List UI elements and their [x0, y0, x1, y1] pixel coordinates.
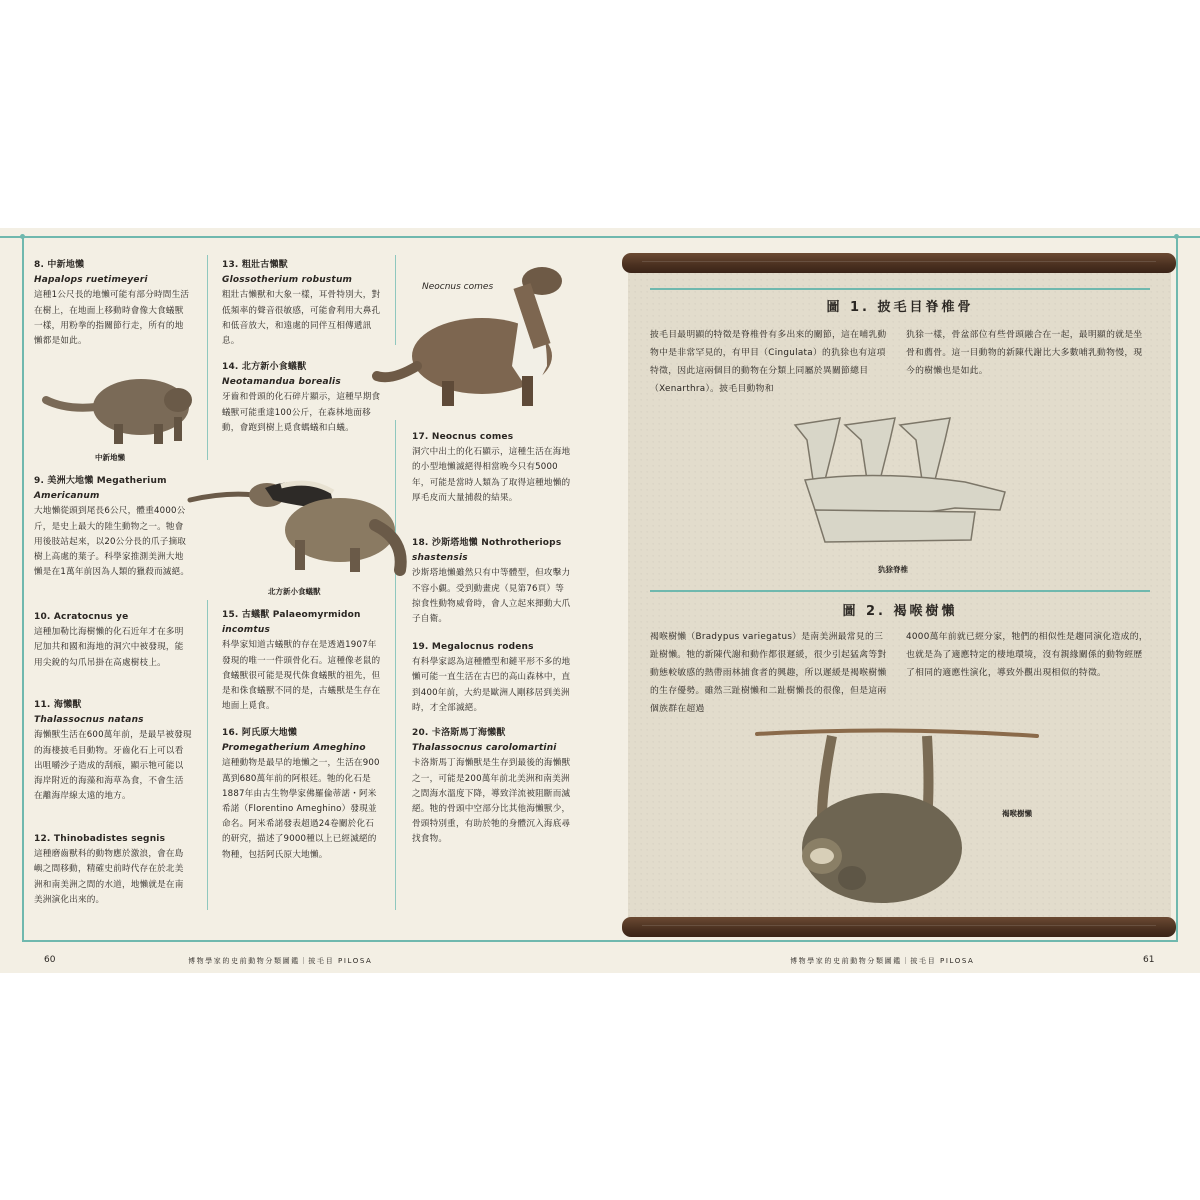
border-ornament: [1174, 234, 1179, 239]
figure-1-text-right: 犰狳一樣，骨盆部位有些骨頭融合在一起，最明顯的就是坐骨和薦骨。這一目動物的新陳代謝比大多數哺乳動物慢，現今的樹懶也是如此。: [906, 330, 1143, 376]
entry-heading: 14. 北方新小食蟻獸: [222, 362, 307, 372]
entry-13: [222, 258, 382, 349]
figure-2-text-left: 褐喉樹懶（Bradypus variegatus）是南美洲最常見的三趾樹懶。牠的新陳代謝和動作都很遲緩，很少引起猛禽等對動態較敏感的熱帶雨林捕食者的興趣，所以遲緩是褐喉樹懶的生存優勢。雖然三趾樹懶和二趾樹懶長的很像，但是這兩個族群在超過: [650, 632, 887, 714]
entry-17: [412, 430, 572, 506]
entry-heading: 19. Megalocnus rodens: [412, 642, 534, 652]
entry-12: [34, 832, 192, 908]
caption-brown-throated-sloth: 褐喉樹懶: [1002, 809, 1032, 818]
entry-body: 洞穴中出土的化石顯示，這種生活在海地的小型地懶滅絕得相當晚今只有5000年，可能是當時人類為了取得這種地懶的厚毛皮而大量捕殺的結果。: [412, 447, 571, 503]
entry-scientific-name: shastensis: [412, 553, 468, 564]
teal-border-bottom-right: [598, 940, 1178, 942]
figure-rule: [650, 590, 1150, 592]
entry-heading: 13. 粗壯古懶獸: [222, 260, 288, 270]
entry-11: [34, 698, 192, 804]
figure-1-title: 圖 1. 披毛目脊椎骨: [826, 300, 974, 315]
wooden-rod-bottom: [622, 917, 1176, 937]
entry-heading: 9. 美洲大地懶 Megatherium: [34, 476, 167, 486]
caption-hapalops: 中新地懶: [95, 453, 125, 462]
figure-1-text-left: 披毛目最明顯的特徵是脊椎骨有多出來的關節，這在哺乳動物中是非常罕見的，有甲目（Cingulata）的犰狳也有這項特徵，因此這兩個目的動物在分類上同屬於異關節總目（Xenarthra）。披毛目動物和: [650, 330, 887, 394]
entry-body: 粗壯古懶獸和大象一樣，耳骨特別大，對低頻率的聲音很敏感，可能會利用大鼻孔和低音放大，和遠處的同伴互相傳遞訊息。: [222, 290, 381, 347]
entry-heading: 11. 海懶獸: [34, 700, 82, 710]
running-footer-right: 博物學家的史前動物分類圖鑑｜披毛目 PILOSA: [790, 957, 975, 965]
figure-2-title: 圖 2. 褐喉樹懶: [842, 604, 958, 619]
teal-border-top: [0, 236, 1200, 238]
border-ornament: [20, 234, 25, 239]
entry-heading: 16. 阿氏原大地懶: [222, 728, 298, 738]
entry-body: 牙齒和骨頭的化石碎片顯示，這種早期食蟻獸可能重達100公斤，在森林地面移動，會跑到樹上覓食螞蟻和白蟻。: [222, 392, 381, 433]
entry-body: 這種磨齒獸科的動物應於激浪，會在島嶼之間移動，精確史前時代存在於北美洲和南美洲之間的水道，地懶就是在南美洲演化出來的。: [34, 849, 184, 905]
caption-neocnus: Neocnus comes: [422, 282, 494, 292]
hapalops-illustration: [36, 362, 196, 452]
neocnus-illustration: [372, 256, 582, 416]
entry-body: 這種加勒比海樹懶的化石近年才在多明尼加共和國和海地的洞穴中被發現，能用尖銳的勾爪吊掛在高處樹枝上。: [34, 627, 184, 668]
entry-9: [34, 474, 192, 580]
entry-body: 海懶獸生活在600萬年前，是最早被發現的海棲披毛目動物。牙齒化石上可以看出咀嚼沙子造成的刮痕，顯示牠可能以海岸附近的海藻和海草為食，不會生活在離海岸線太遠的地方。: [34, 730, 192, 802]
entry-16: [222, 726, 382, 863]
entry-body: 這種動物是最早的地懶之一，生活在900萬到680萬年前的阿根廷。牠的化石是1887年由古生物學家佛羅倫蒂諾・阿米希諾（Florentino Ameghino）發現並命名。阿米希諾發表超過24卷關於化石的研究，描述了9000種以上已經滅絕的物種，包括阿氏原大地懶。: [222, 758, 380, 860]
entry-heading: 10. Acratocnus ye: [34, 612, 129, 622]
teal-border-right: [1176, 236, 1178, 941]
column-rule: [207, 255, 208, 460]
page-number-left: 60: [44, 955, 56, 965]
entry-body: 大地懶從頭到尾長6公尺，體重4000公斤，是史上最大的陸生動物之一。牠會用後肢站起來，以20公分長的爪子摘取樹上高處的葉子。科學家推測美洲大地懶是在1萬年前因為人類的獵殺而滅絕。: [34, 506, 190, 578]
entry-19: [412, 640, 572, 716]
figure-rule: [650, 288, 1150, 290]
page-number-right: 61: [1143, 955, 1155, 965]
entry-scientific-name: Neotamandua borealis: [222, 377, 341, 388]
caption-armadillo-vertebrae: 犰狳脊椎: [878, 565, 908, 574]
wooden-rod-top: [622, 253, 1176, 273]
entry-scientific-name: Glossotherium robustum: [222, 275, 353, 286]
entry-scientific-name: incomtus: [222, 625, 271, 636]
entry-scientific-name: Promegatherium Ameghino: [222, 743, 366, 754]
entry-body: 沙斯塔地懶雖然只有中等體型，但攻擊力不容小覷。受到動畫虎（見第76頁）等掠食性動物威脅時，會人立起來揮動大爪子自衛。: [412, 568, 571, 625]
teal-border-left: [22, 236, 24, 941]
entry-18: [412, 536, 572, 627]
entry-body: 科學家知道古蟻獸的存在是透過1907年發現的唯一一件頭骨化石。這種像老鼠的食蟻獸很可能是現代侏食蟻獸的祖先，但是和侏食蟻獸不同的是，古蟻獸是生存在地面上覓食。: [222, 640, 381, 712]
entry-10: [34, 610, 192, 671]
entry-scientific-name: Americanum: [34, 491, 100, 502]
neotamandua-illustration: [185, 470, 410, 580]
entry-8: [34, 258, 192, 349]
figure-2-text-right: 4000萬年前就已經分家，牠們的相似性是趨同演化造成的，也就是為了適應特定的棲地環境，沒有親緣關係的動物經歷了相同的適應性演化，導致外觀出現相似的特徵。: [906, 632, 1148, 678]
entry-scientific-name: Hapalops ruetimeyeri: [34, 275, 148, 286]
entry-scientific-name: Thalassocnus carolomartini: [412, 743, 557, 754]
caption-neotamandua: 北方新小食蟻獸: [268, 587, 321, 596]
entry-20: [412, 726, 572, 848]
teal-border-bottom-left: [22, 940, 602, 942]
vertebrae-illustration: [785, 410, 1025, 555]
entry-body: 有科學家認為這種體型和鏈平形不多的地懶可能一直生活在古巴的高山森林中，直到400年前，大約是歐洲人剛移居到美洲時，才全部滅絕。: [412, 657, 571, 713]
entry-body: 卡洛斯馬丁海懶獸是生存到最後的海懶獸之一，可能是200萬年前北美洲和南美洲之間海水溫度下降，導致洋流被阻斷而滅絕。牠的骨頭中空部分比其他海懶獸少，骨頭特別重，有助於牠的身體沉入海底尋找食物。: [412, 758, 571, 845]
entry-heading: 12. Thinobadistes segnis: [34, 834, 166, 844]
entry-scientific-name: Thalassocnus natans: [34, 715, 144, 726]
entry-body: 這種1公尺長的地懶可能有部分時間生活在樹上，在地面上移動時會像大食蟻獸一樣，用粉拳的指關節行走，所有的地懶都是如此。: [34, 290, 190, 347]
sloth-illustration: [752, 728, 1042, 913]
entry-heading: 15. 古蟻獸 Palaeomyrmidon: [222, 610, 361, 620]
entry-15: [222, 608, 382, 714]
running-footer-left: 博物學家的史前動物分類圖鑑｜披毛目 PILOSA: [188, 957, 373, 965]
entry-heading: 18. 沙斯塔地懶 Nothrotheriops: [412, 538, 562, 548]
column-rule: [207, 600, 208, 910]
entry-14: [222, 360, 382, 436]
entry-heading: 17. Neocnus comes: [412, 432, 514, 442]
entry-heading: 8. 中新地懶: [34, 260, 85, 270]
entry-heading: 20. 卡洛斯馬丁海懶獸: [412, 728, 506, 738]
